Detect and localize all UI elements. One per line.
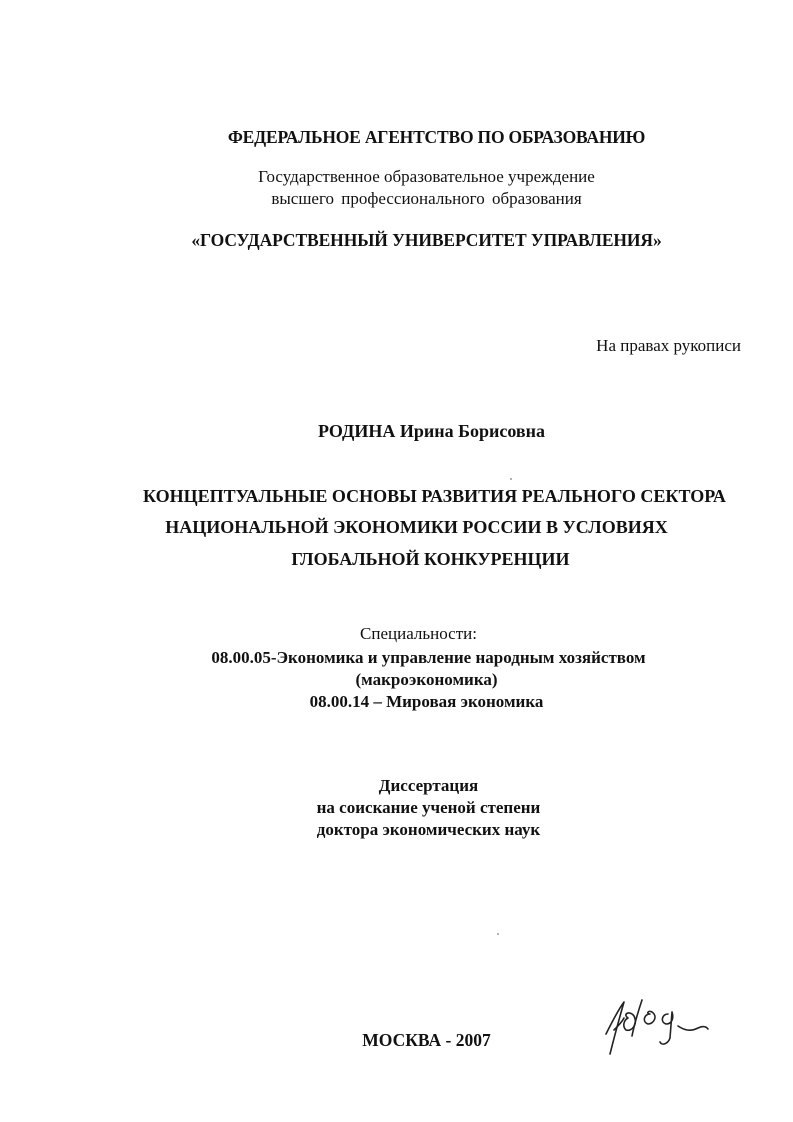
specialties-label: Специальности: xyxy=(360,624,477,643)
scan-speck xyxy=(497,933,499,935)
signature-stroke-7 xyxy=(678,1026,708,1030)
author-name: РОДИНА Ирина Борисовна xyxy=(317,421,546,441)
specialty-line-3: 08.00.14 – Мировая экономика xyxy=(309,692,544,711)
institution-type-line-2: высшего профессионального образования xyxy=(271,189,582,208)
agency-name: ФЕДЕРАЛЬНОЕ АГЕНТСТВО ПО ОБРАЗОВАНИЮ xyxy=(227,127,646,147)
dissertation-label-line-3: доктора экономических наук xyxy=(316,820,541,839)
dissertation-title-line-3: ГЛОБАЛЬНОЙ КОНКУРЕНЦИИ xyxy=(291,549,570,569)
university-name: «ГОСУДАРСТВЕННЫЙ УНИВЕРСИТЕТ УПРАВЛЕНИЯ» xyxy=(191,230,662,250)
signature-stroke-4 xyxy=(632,1000,642,1036)
dissertation-label-line-1: Диссертация xyxy=(378,776,479,795)
signature-stroke-6 xyxy=(660,1012,673,1044)
dissertation-title-line-2: НАЦИОНАЛЬНОЙ ЭКОНОМИКИ РОССИИ В УСЛОВИЯХ xyxy=(165,517,668,537)
city-year: МОСКВА - 2007 xyxy=(362,1030,491,1050)
signature-stroke-5 xyxy=(644,1011,655,1024)
institution-type-line-1: Государственное образовательное учреждение xyxy=(258,167,595,186)
handwritten-signature xyxy=(598,996,710,1060)
dissertation-title-line-1: КОНЦЕПТУАЛЬНЫЕ ОСНОВЫ РАЗВИТИЯ РЕАЛЬНОГО СЕКТОРА xyxy=(143,486,726,506)
dissertation-label-line-2: на соискание ученой степени xyxy=(316,798,541,817)
specialty-line-2: (макроэкономика) xyxy=(355,670,498,689)
scan-speck xyxy=(510,478,512,480)
specialty-line-1: 08.00.05-Экономика и управление народным хозяйством xyxy=(211,648,646,667)
rights-note: На правах рукописи xyxy=(596,336,741,355)
